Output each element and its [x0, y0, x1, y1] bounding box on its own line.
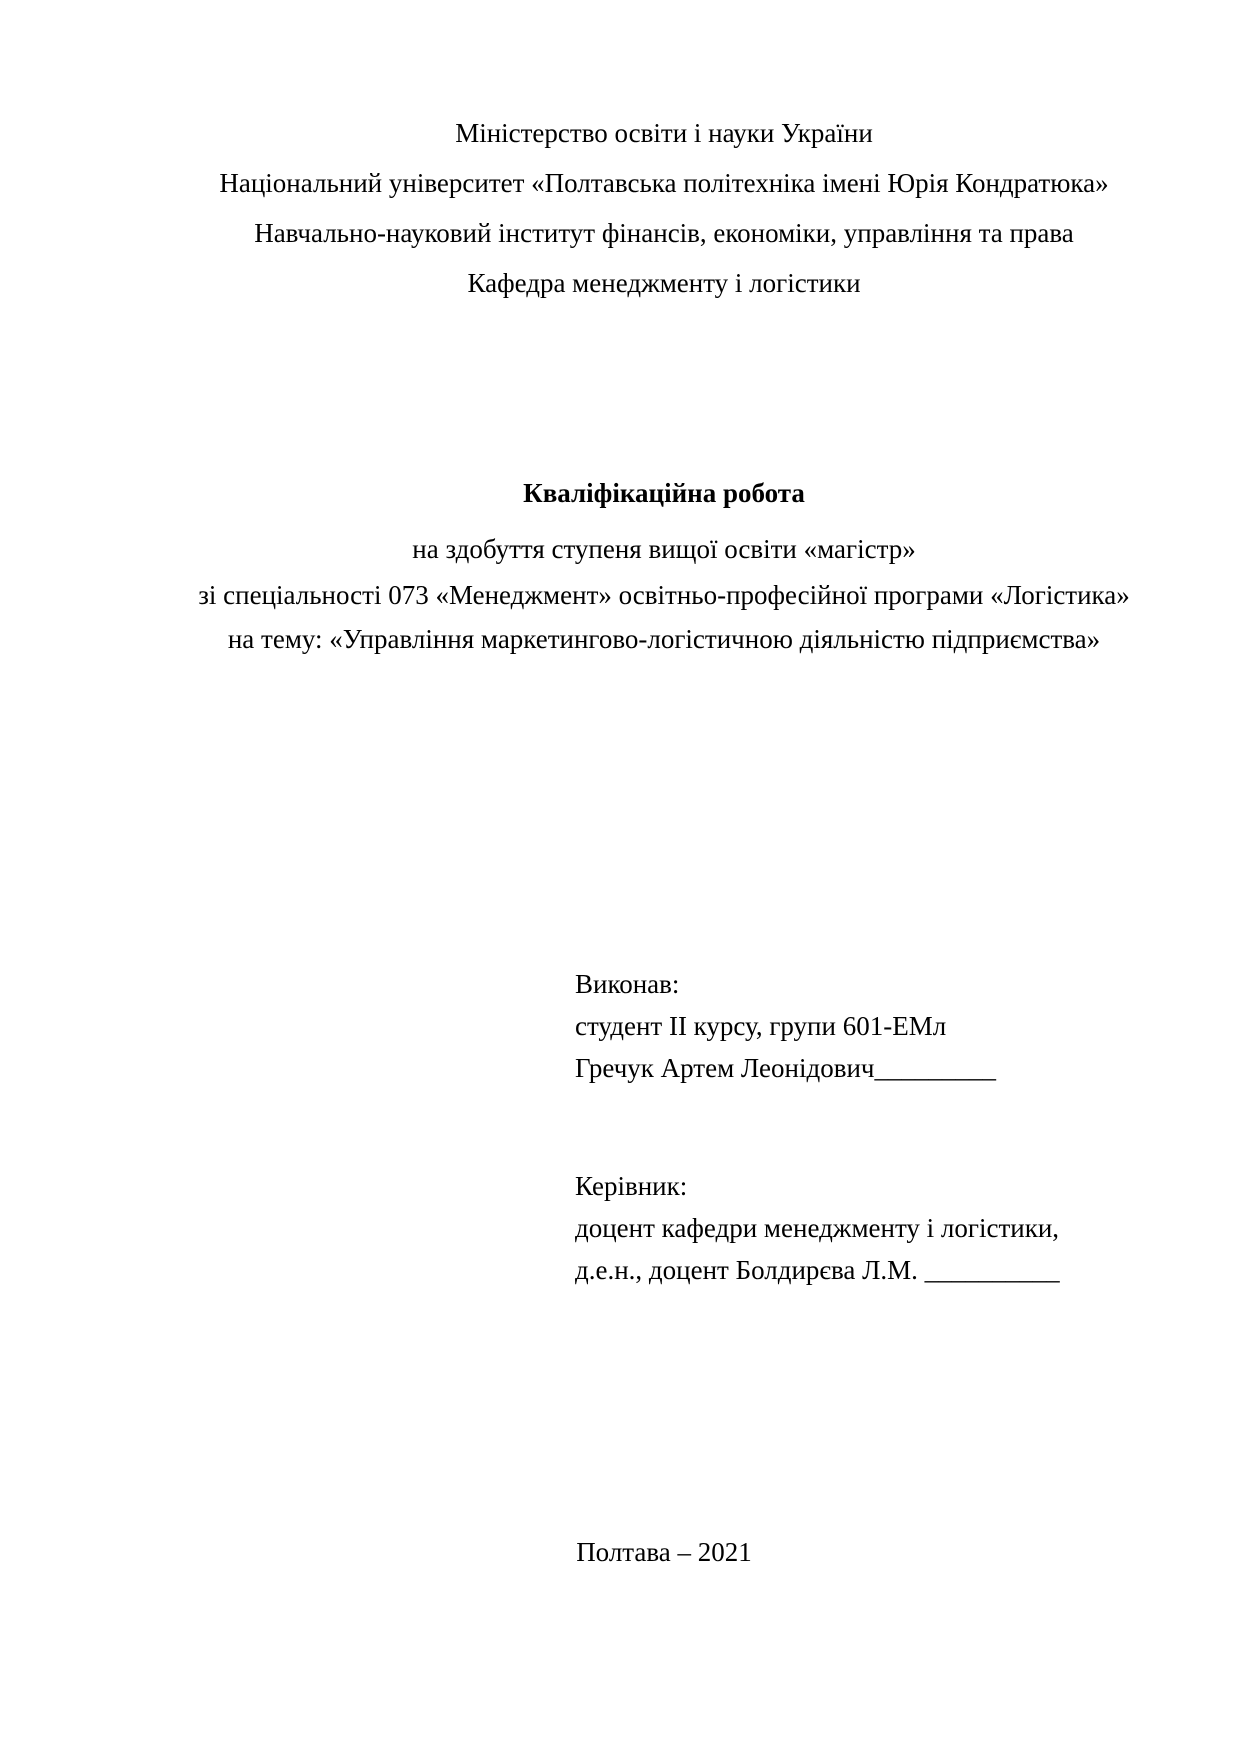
department-line: Кафедра менеджменту і логістики	[467, 268, 861, 298]
university-line: Національний університет «Полтавська політехніка імені Юрія Кондратюка»	[219, 168, 1109, 198]
topic-line: на тему: «Управління маркетингово-логістичною діяльністю підприємства»	[227, 624, 1101, 654]
institute-line: Навчально-науковий інститут фінансів, економіки, управління та права	[254, 218, 1074, 248]
ministry-line: Міністерство освіти і науки України	[455, 118, 873, 148]
author-label: Виконав:	[575, 969, 680, 999]
specialty-line: зі спеціальності 073 «Менеджмент» освітньо-професійної програми «Логістика»	[198, 580, 1130, 610]
supervisor-name-signature: д.е.н., доцент Болдирєва Л.М. __________	[575, 1255, 1060, 1285]
author-position: студент ІІ курсу, групи 601-ЕМл	[575, 1011, 947, 1041]
city-year: Полтава – 2021	[576, 1537, 752, 1567]
supervisor-position: доцент кафедри менеджменту і логістики,	[575, 1213, 1060, 1243]
degree-line: на здобуття ступеня вищої освіти «магістр»	[412, 534, 916, 564]
supervisor-label: Керівник:	[575, 1171, 688, 1201]
document-title: Кваліфікаційна робота	[523, 478, 805, 508]
author-name-signature: Гречук Артем Леонідович_________	[575, 1053, 997, 1083]
